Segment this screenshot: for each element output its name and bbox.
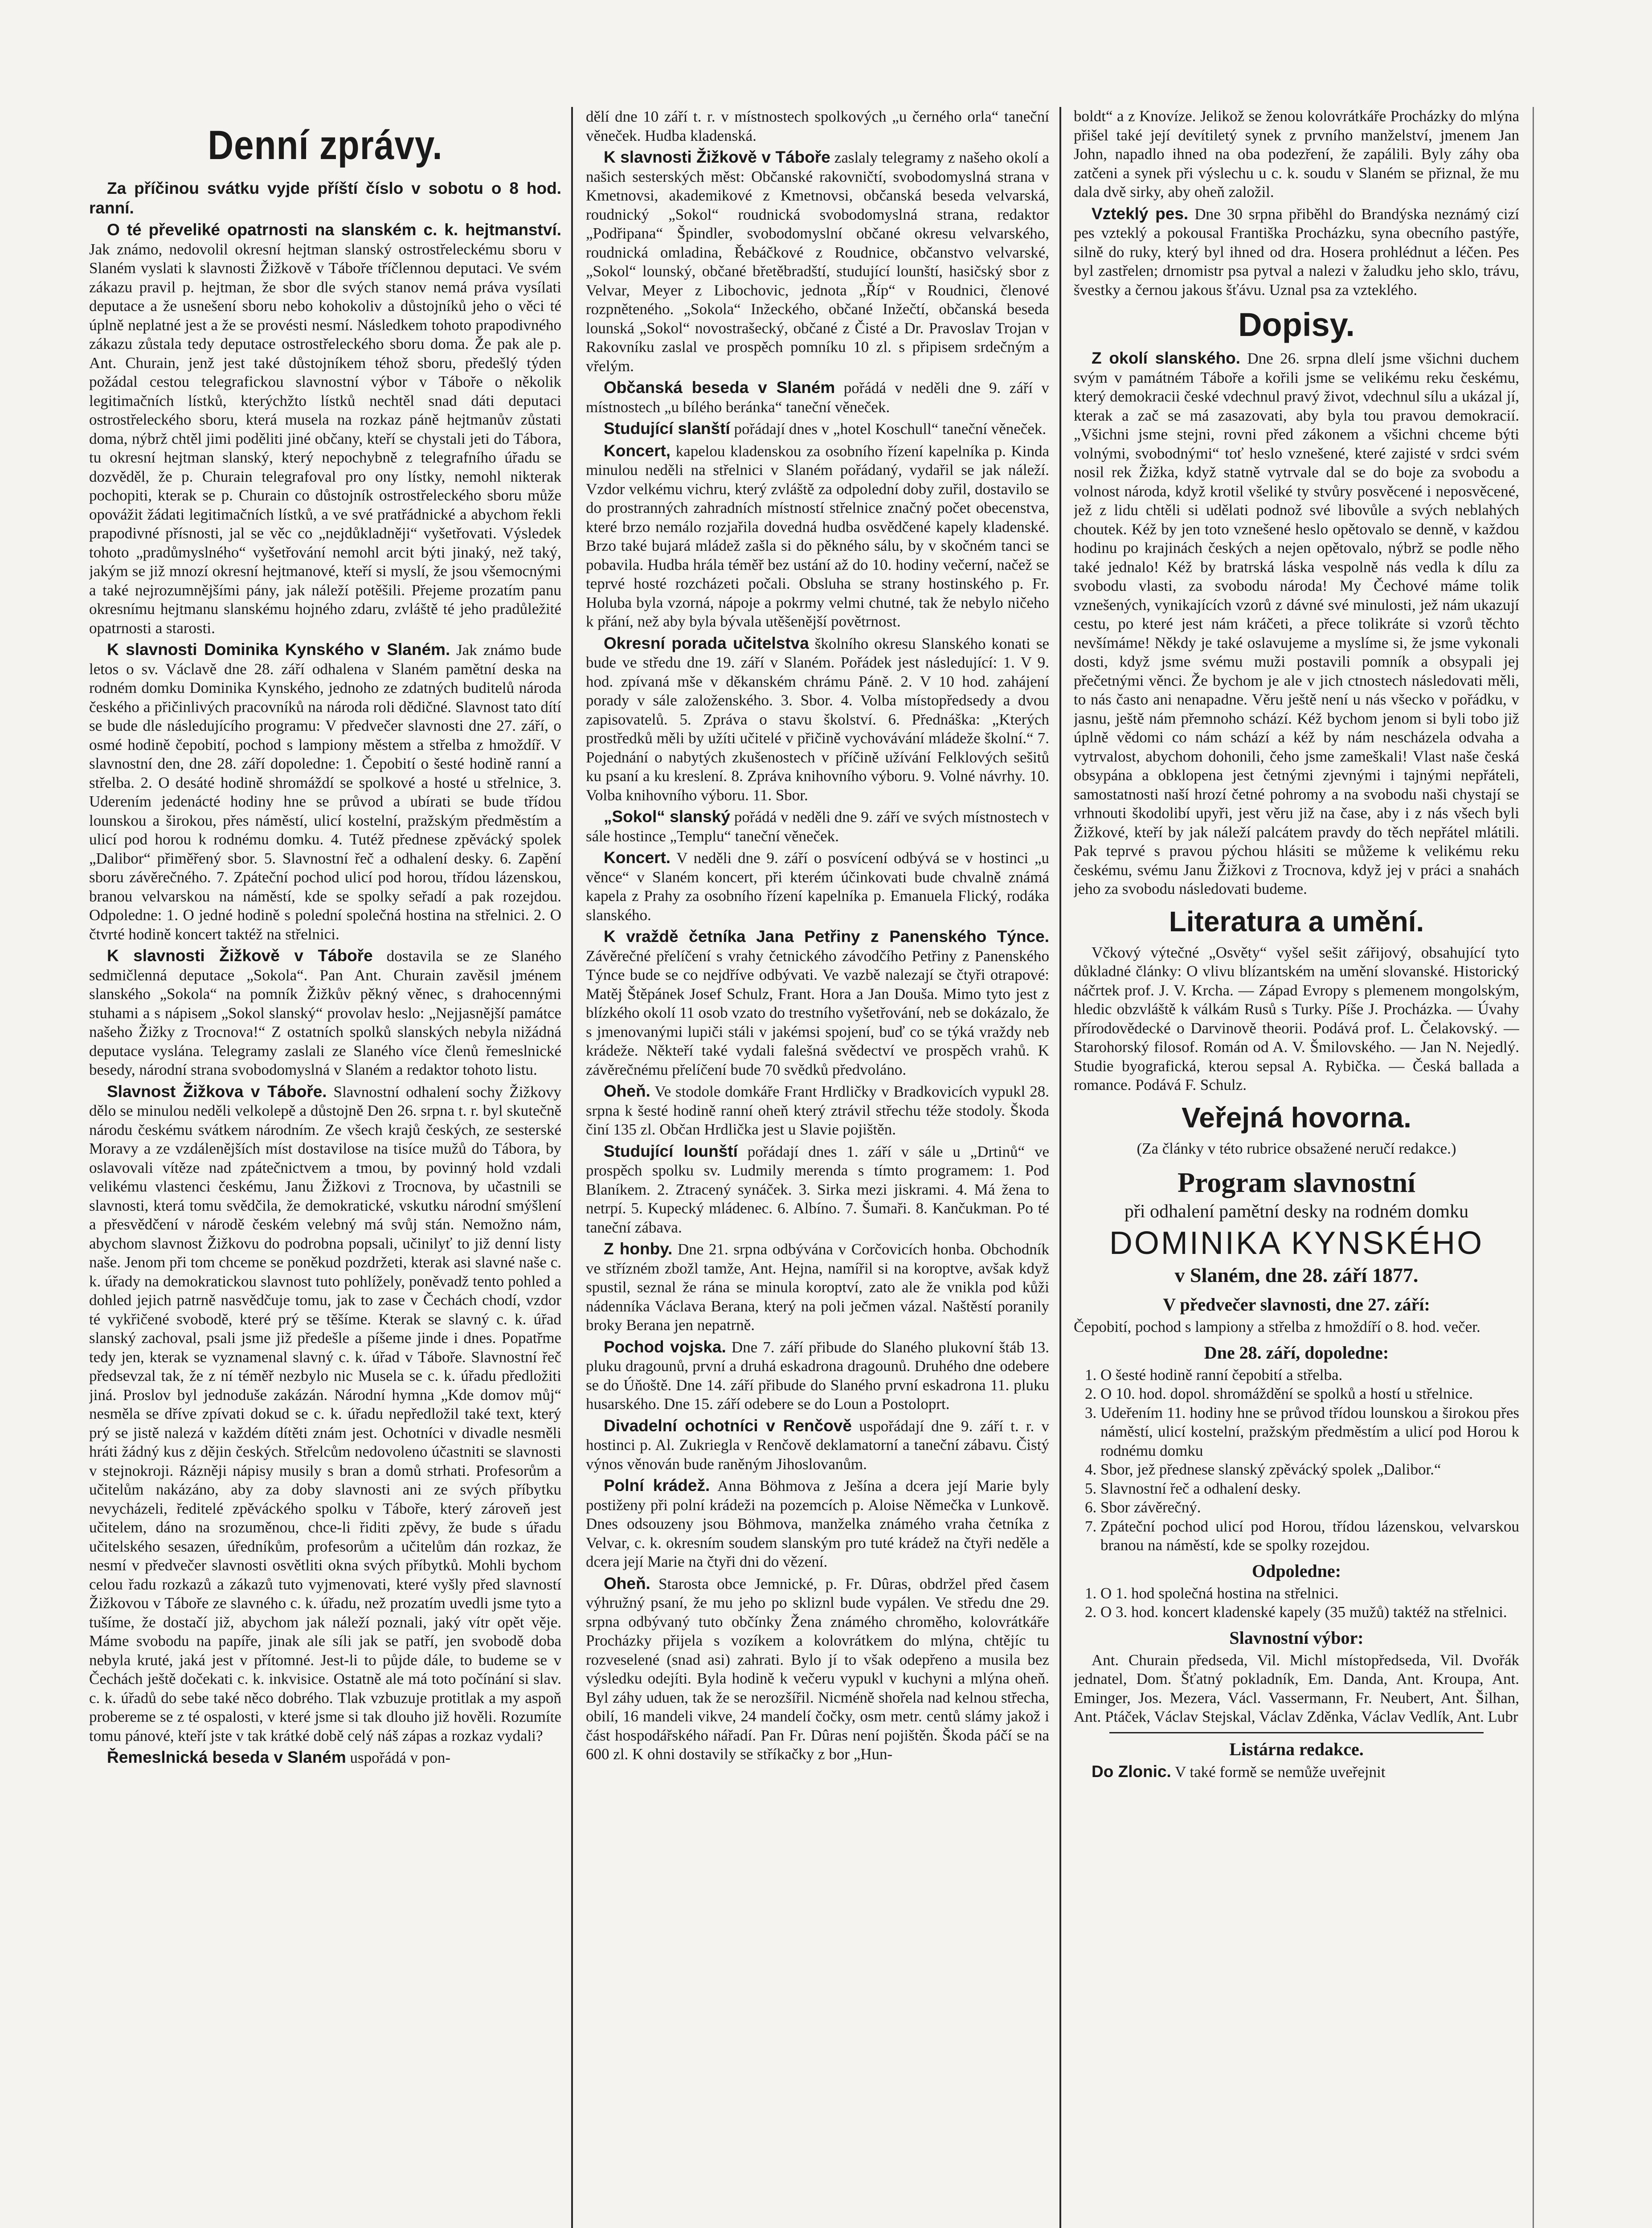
article (586, 419, 1049, 439)
list-item: 2. O 3. hod. koncert kladenské kapely (35 mužů) taktéž na střelnici. (1100, 1603, 1519, 1622)
article (586, 927, 1049, 1079)
list-item: 3. Udeřením 11. hodiny hne se průvod třídou lounskou a širokou přes náměstí, ulicí kostelní, pražským předměstím a ulicí pod Horou k rodnému domku (1100, 1404, 1519, 1461)
article-text: Jak známo, nedovolil okresní hejtman slanský ostrostřeleckému sboru v Slaném vyslati k slavnosti Žižkově v Táboře tříčlennou deputaci. Ve svém zákazu pravil p. hejtman, že sbor dle svých stanov nemá práva vysílati deputace a že usnešení sboru nebo kohokoliv a důstojníků jeho o věci té úplně neplatné jest a že se provésti nesmí. Následkem tohoto prapodivného zákazu zůstala tedy deputace ostrostřeleckého sboru doma. Že pak ale p. Ant. Churain, jenž jest také důstojníkem téhož sboru, předešlý týden požádal cestou telegrafickou slavnostní výbor v Táboře o několik legitimačních lístků, kterýchžto lístků nechtěl snad dáti deputaci ostrostřeleckého sboru, která musela na rozkaz páně hejtmanův zůstati doma, nýbrž chtěl jimi poděliti jiné občany, kteří se chystali jeti do Tábora, tu okresní hejtman slanský, který nepochybně z telegrafního úřadu se dozvěděl, že p. Churain telegrafoval pro ony lístky, nemohl nikterak pochopiti, kterak se p. Churain co důstojník ostrostřeleckého sboru může opovážit žádati legitimačních lístků, a ve své pratřádnické a abychom řekli prapodivné přísnosti, jal se věc co „nejdůkladněji“ vyšetřovati. Výsledek tohoto „pradůmyslného“ vyšetřování nemohl arcit býti jinaký, než taký, jakým se již mnozí okresní hejtmanové, kteří si myslí, že jsou všemocnými a také nejrozumnějšími pány, jak náleží potěšili. Přejeme prozatím panu okresnímu hejtmanu slanskému hojného zdaru, zvláště té jeho pradůležité opatrnosti a starosti. (89, 240, 561, 637)
section-title: Dopisy. (1238, 306, 1355, 343)
article (586, 848, 1049, 925)
article (89, 946, 561, 1080)
column-2 (586, 107, 1049, 2228)
article-heading: Občanská beseda v Slaném (604, 378, 835, 397)
list-item: 5. Slavnostní řeč a odhalení desky. (1100, 1479, 1519, 1499)
program-subheading: Slavnostní výbor: (1229, 1627, 1364, 1648)
letter-text: Dne 26. srpna dlelí jsme všichni duchem svým v památném Táboře a kořili jsme se velikému reku českému, který demokracii české vdechnul pravý život, vdechnul sílu a ukázal jí, kterak a zač se má zasazovati, aby byla tou pravou demokracií. „Všichni jsme stejni, rovni před zákonem a všichni chceme býti volnými, svobodnými“ toť heslo vznešené, které zajisté v srdci svém nosil rek Žižka, když statně vytrvale dal se do boje za svobodu a volnost národa, když krotil všeliké ty stvůry posvěcené i neposvěcené, jež z lidu chtěli si udělati podnož své libovůle a svých neblahých choutek. Kéž by jen toto vznešené heslo opětovalo se denně, v každou hodinu po krajinách českých a nejen opětovalo, nýbrž se podle něho také jednalo! Kéž by bratrská láska vespolně nás vedla k dílu za svobodu vlasti, za svobodu národa! My Čechové máme tolik vznešených, vynikajících vzorů z dávné své minulosti, jež nám ukazují cestu, po které jest nám kráčeti, a přece tolikráte si vzorů těchto nevšímáme! Někdy je také oslavujeme a myslíme si, že jsme vykonali dosti, když jsme svému muži postavili pomník a obsypali jej přečetnými věnci. Že bychom je ale v jich ctnostech následovati měli, to nás často ani nenapadne. Věru ještě není u nás všecko v pořádku, v jasnu, ještě nám přemnoho schází. Kéž bychom jenom si byli tobo již úplně vědomi co nám schází a kéž by nám nescházela odvaha a vytrvalost, abychom dohonili, čeho jsme zameškali! Vlast naše česká obsypána a obklopena jest četnými zjevnými i tajnými nepřáteli, samostatnosti naší hrozí četné pohromy a na svobodu naši chystají se vrhnouti škodolibí upyři, jest věru již na čase, aby i z nás všech byli Žižkové, kteří by jak náleží palcátem pravdy do těch nepřátel mlátili. Pak teprvé s pravou pýchou hlásiti se můžeme k velikému reku českému, svému Janu Žižkovi z Trocnova, když jej v práci a snahách jeho za svobodu následovati budeme. (1074, 350, 1519, 897)
article-text: pořádají dnes 1. září v sále u „Drtinů“ ve prospěch spolku sv. Ludmily merenda s tímto programem: 1. Pod Blaníkem. 2. Ztracený synáček. 3. Sirka mezi jiskrami. 4. Má žena to netrpí. 5. Kupecký mládenec. 6. Albíno. 7. Šumaři. 8. Kančukman. Po té taneční zábava. (586, 1143, 1049, 1236)
article (586, 1240, 1049, 1335)
column-1 (89, 111, 561, 2228)
article-heading: Z honby. (604, 1240, 673, 1258)
article-text: zaslaly telegramy z našeho okolí a našich sesterských měst: Občanské rakovničtí, svobodomyslná strana v Kmetnovsi, akademikové z Kmetnovsi, občanská beseda velvarská, roudnický „Sokol“ roudnická svobodomyslná strana, redaktor „Podřipana“ Špindler, svobodomyslní občané okresu velvarského, roudnická omladina, Řebáčkové z Roudnice, občanstvo velvarské, „Sokol“ lounský, občané břetěbradští, studující lounští, hasičský sbor z Velvar, Meyer z Libochovic, jednota „Říp“ v Roudnici, členové rozpněteného. „Sokola“ Inžeckého, občané Inžečtí, občanská beseda lounská „Sokol“ novostrašecký, občané z Čisté a Dr. Pravoslav Trojan v Rakovníku zaslal ve prospěch pomníku 10 zl. s připisem srdečným a vřelým. (586, 149, 1049, 375)
article (89, 179, 561, 218)
article-text: pořádá v neděli dne 9. září ve svých místnostech v sále hostince „Templu“ taneční věneček. (586, 808, 1049, 845)
article-text: Anna Böhmova z Ješína a dcera její Marie byly postiženy při polní krádeži na pozemcích p. Aloise Němečka v Lunkově. Dnes odsouzeny jsou Böhmova, manželka známého vraha četníka z Velvar, c. k. okresním soudem slanským pro tuté krádež na čtyři neděle a dcera její Marie na čtyři dni do vězení. (586, 1477, 1049, 1570)
program-name: DOMINIKA KYNSKÉHO (1109, 1225, 1484, 1261)
article (586, 148, 1049, 376)
section-title: Literatura a umění. (1169, 905, 1424, 938)
article (586, 107, 1049, 145)
article-heading: „Sokol“ slanský (604, 807, 730, 826)
article (586, 1417, 1049, 1474)
article-text: Jak známo bude letos o sv. Václavě dne 28. září odhalena v Slaném pamětní deska na rodném domku Dominika Kynského, jednoho ze zdatných buditelů národa českého a přičinlivých pracovníků na národa roli dědičné. Slavnost tato dítí se bude dle následujícího programu: V předvečer slavnosti dne 27. září, o osmé hodině čepobití, pochod s lampiony městem a střelba z hmoždíř. V slavnostní den, dne 28. září dopoledne: 1. Čepobití o šesté hodině ranní a střelba. 2. O desáté hodině shromáždí se spolkové a hosté u střelnice, 3. Uderením jedenácté hodiny hne se průvod a ubírati se bude třídou lounskou a širokou, přes náměstí, ulicí kostelní, pražským předměstím a ulicí pod horou k rodnému domku. 4. Tutéž přednese zpěvácký spolek „Dalibor“ přiměřený sbor. 5. Slavnostní řeč a odhalení desky. 6. Zapění sboru závěrečného. 7. Zpáteční pochod ulicí pod horou, třídou lázenskou, branou velvarskou na náměstí, kde se spolky seřadí a pak rozejdou. Odpoledne: 1. O jedné hodině s polední společná hostina na střelnici. 2. O čtvrté hodině koncert taktéž na střelnici. (89, 641, 561, 943)
program-date: v Slaném, dne 28. září 1877. (1174, 1264, 1419, 1286)
article-text: Dne 21. srpna odbývána v Corčovicích honba. Obchodník ve střízném zbožl tamže, Ant. Hejna, namířil si na koroptve, avšak když spustil, seznal že rána se minula koroptví, zato ale že vnikla pod kůži nádenníka Václava Berana, který na poli ječmen vázal. Naštěstí poranily broky Berana jen nepatrně. (586, 1241, 1049, 1334)
article (586, 807, 1049, 846)
program-title: Program slavnostní (1178, 1167, 1415, 1198)
article (89, 1082, 561, 1746)
disclaimer: (Za články v této rubrice obsažené neručí redakce.) (1137, 1139, 1456, 1157)
committee-list: Ant. Churain předseda, Vil. Michl místopředseda, Vil. Dvořák jednatel, Dom. Šťatný pokladník, Em. Danda, Ant. Kroupa, Ant. Eminger, Jos. Mezera, Václ. Vassermann, Fr. Neubert, Ant. Šilhan, Ant. Ptáček, Václav Stejskal, Václav Zděnka, Václav Vedlík, Ant. Lubr (1074, 1651, 1519, 1725)
article-text: kapelou kladenskou za osobního řízení kapelníka p. Kinda minulou neděli na střelnici v Slaném pořádaný, vydařil se jak náleží. Vzdor velkému vichru, který zvláště za odpolední doby zuřil, dostavilo se do prostranných zahradních místností střelnice značný počet obecenstva, které brzo nemálo rozjařila dovedná hudba osvědčené kapely kladenské. Brzo také bujará mládež zašla si do pěkného sálu, by v skočném tanci se pobavila. Hudba hrála téměř bez ustání až do 10. hodiny večerní, načež se teprvé hosté rozcházeti počali. Obsluha se strany hostinského p. Fr. Holuba byla vzorná, nápoje a pokrmy velmi chutné, tak že nebylo ničeho k přání, než aby byla bývala utěšenější povětrnost. (586, 442, 1049, 630)
article-heading: Studující lounští (604, 1142, 738, 1160)
article (586, 378, 1049, 417)
article-text: pořádá v neděli dne 9. září v místnostech „u bílého beránka“ taneční věneček. (586, 379, 1049, 416)
article-heading: Řemeslnická beseda v Slaném (107, 1748, 346, 1766)
section-title: Listárna redakce. (1229, 1739, 1364, 1759)
article (1074, 205, 1519, 300)
article-heading: Slavnost Žižkova v Táboře. (107, 1082, 327, 1101)
article-heading: Oheň. (604, 1574, 650, 1593)
article-text: Starosta obce Jemnické, p. Fr. Dûras, obdržel před časem výhružný psaní, že mu jeho po skliznl bude vypálen. Ve středu dne 29. srpna odbývaný tuto občínky Žena známého chroměho, kolovrátkáře Procházky přijela s vozíkem a kolovrátkem do mlýna, chtějíc tu rozveselené (snad asi) zahrati. Bylo jí to však odepřeno a musila bez výsledku odejíti. Byla hodině k večeru vypukl v kuchyni a mlýna oheň. Byl záhy uduen, tak že se nerozšířil. Nicméně shořela nad kelnou střecha, obilí, 16 mandeli vikve, 24 mandelí čočky, osm metr. centů slámy jakož i část hospodářského nářadí. Pan Fr. Dûras není pojištěn. Škoda páčí se na 600 zl. K ohni dostavily se stříkačky z bor „Hun- (586, 1575, 1049, 1763)
article-text: pořádají dnes v „hotel Koschull“ taneční věneček. (734, 420, 1047, 438)
article-text: dostavila se ze Slaného sedmičlenná deputace „Sokola“. Pan Ant. Churain zavěsil jménem slanského „Sokola“ na pomník Žižkův pěkný věnec, s drahocennými stuhami a s nápisem „Sokol slanský“ provolav heslo: „Nejjasnější památce našeho Žižky z Trocnova!“ Z ostatních spolků slanských nebyla nižádná deputace vyslána. Telegramy zaslali ze Slaného více členů řemeslnické besedy, národní strana svobodomyslná v Slaném a redaktor tohoto listu. (89, 947, 561, 1078)
article (586, 1338, 1049, 1414)
article-heading: Polní krádež. (604, 1476, 710, 1495)
program-subheading: V předvečer slavnosti, dne 27. září: (1163, 1294, 1430, 1315)
article-heading: O té převeliké opatrnosti na slanském c. k. hejtmanství. (107, 221, 561, 239)
letter-heading: Z okolí slanského. (1092, 349, 1241, 367)
article (586, 1574, 1049, 1764)
article-heading: Divadelní ochotníci v Renčově (604, 1416, 852, 1435)
article-text: školního okresu Slanského konati se bude ve středu dne 19. září v Slaném. Pořádek jest následující: 1. V 9. hod. zpívaná mše v děkanském chrámu Páně. 2. V 10 hod. zahájení porady v sále založenského. 3. Sbor. 4. Volba místopředsedy a dvou zapisovatelů. 5. Zpráva o stavu školství. 6. Přednáška: „Kterých prostředků měli by užíti učitelé v přičině vychovávání mládeže školní.“ 7. Pojednání o nabytých zkušenostech v příčině užívání Felklových sešitů ku psaní a ku kreslení. 8. Zpráva knihovního výboru. 9. Volné návrhy. 10. Volba knihovního výboru. 11. Sbor. (586, 635, 1049, 804)
article-heading: K slavnosti Žižkově v Táboře (604, 148, 830, 166)
article-heading: Za příčinou svátku vyjde příští číslo v sobotu o 8 hod. ranní. (89, 179, 561, 217)
article-text: uspořádá v pon- (350, 1749, 451, 1766)
article-heading: Vzteklý pes. (1092, 204, 1189, 223)
section-title: Veřejná hovorna. (1182, 1101, 1411, 1134)
program-subheading: Dne 28. září, dopoledne: (1204, 1342, 1389, 1363)
list-item: 1. O 1. hod společná hostina na střelnici. (1100, 1584, 1519, 1603)
article-heading: Do Zlonic. (1092, 1762, 1171, 1781)
article (89, 1748, 561, 1768)
article (586, 1476, 1049, 1572)
program-list (1074, 1366, 1519, 1555)
article (89, 221, 561, 638)
program-text: Čepobití, pochod s lampiony a střelba z hmoždíří o 8. hod. večer. (1074, 1318, 1480, 1335)
letter (1074, 349, 1519, 899)
article-text: boldt“ a z Knovíze. Jelikož se ženou kolovrátkáře Procházky do mlýna přišel také její devítiletý synek z prvního manželství, jmenem Jan John, napadlo ihned na oba podezření, že zapálili. Byly záhy oba zatčeni a synek při výslechu u c. k. soudu v Slaném se přiznal, že mu dala dvě sirky, aby oheň založil. (1074, 107, 1519, 201)
article (89, 640, 561, 944)
divider (1109, 1732, 1484, 1733)
article-text: Závěrečné přelíčení s vrahy četnického závodčího Petřiny z Panenského Týnce bude se co nejdříve odbývati. Ve vazbě nalezají se čtyři otrapové: Matěj Štěpánek Josef Schulz, Frant. Hora a Jan Douša. Mimo tyto jest z blízkého okolí 11 osob vzato do trestního vyšetřování, neb se dokázalo, že s jmenovanými lupiči stáli v jakémsi spojení, buď co se týká vraždy neb krádeže. Někteří také vydali falešná svědectví ve prospěch vrahů. K závěrečnému přelíčení bude 70 svědků předvoláno. (586, 947, 1049, 1078)
article-heading: K vraždě četníka Jana Petřiny z Panenského Týnce. (604, 927, 1049, 946)
column-divider (1059, 107, 1061, 2228)
column-divider (571, 107, 573, 2228)
article-text: V také formě se nemůže uveřejnit (1174, 1763, 1386, 1781)
list-item: 6. Sbor závěrečný. (1100, 1498, 1519, 1517)
page-edge-rule (1533, 107, 1534, 2228)
list-item: 2. O 10. hod. dopol. shromáždění se spolků a hostí u střelnice. (1100, 1384, 1519, 1404)
article (586, 634, 1049, 805)
article-heading: K slavnosti Žižkově v Táboře (107, 946, 373, 965)
article (586, 1142, 1049, 1237)
article-heading: Okresní porada učitelstva (604, 634, 809, 652)
article (1074, 1762, 1519, 1782)
article-text: V neděli dne 9. září o posvícení odbývá se v hostinci „u věnce“ v Slaném koncert, při kterém účinkovati bude chvalně známá kapela z Prahy za osobního řízení kapelníka p. Emanuela Flický, rodáka slanského. (586, 849, 1049, 924)
article-heading: Koncert. (604, 848, 671, 867)
program-subheading: Odpoledne: (1251, 1560, 1341, 1581)
article-heading: Pochod vojska. (604, 1337, 726, 1356)
article-text: Slavnostní odhalení sochy Žižkovy dělo se minulou neděli velkolepě a důstojně Den 26. srpna t. r. byl skutečně národu českému svátkem národním. Ze všech krajů českých, ze sesterské Moravy a ze vzdálenějších míst dostavilose na tisíce mužů do Tábora, by oslavovali vítěze nad zpátečnictvem a tmou, by povinný hold vzdali velikému vlastenci českému, Janu Žižkovi z Trocnova, by učastnili se slavnosti, která tomu svědčila, že demokratické, vskutku národní smýšlení a přesvědčení v národě českém velebný má svůj stán. Nemožno nám, abychom slavnost Žižkovu do podrobna popsali, učinilyť to již denní listy naše. Jenom při tom chceme se poněkud pozdržeti, kterak asi slavné naše c. k. úřady na demokratickou slavnost tuto pohlížely, poněvadž tento pohled a dohled jejich patrně nasvědčuje tomu, jak to zase v Čechách chodí, vzdor té vykřičené svobodě, které prý se těšíme. Kterak se slavný c. k. úřad slanský zachoval, psali jsme již předešle a píšeme jinde i dnes. Popatřme tedy jen, kterak se vyznamenal slavný c. k. úřad v Táboře. Slavnostní řeč předsevzal tak, že z ní téměř nezbylo nic Musela se c. k. úřadu předložiti jiná. Proslov byl jednoduše zakázán. Národní hymna „Kde domov můj“ nesměla se dříve zpívati dokud se c. k. úřadu nepředložil také text, který prý se jistě nalezá v každém dítěti znám jest. Ochotníci v divadle nesměli hráti žádný kus z dějin českých. Střelcům nedovoleno účastniti se slavnosti v stejnokroji. Rázněji nápisy musily s bran a domů strhati. Profesorům a učitelům nakázáno, aby za doby slavnosti ani ze svých příbytku nevycházeli, ředitelé zpěváckého spolku v Táboře, který zároveň jest učitelem, dáno na srozuměnou, chce-li řiditi zpěvy, že bude s úřadu učitelského sesazen, úředníkům, profesorům a učitelům dán rozkaz, že nesmí v předvečer slavnosti osvětliti okna svých příbytků. Mohli bychom celou řadu rozkazů a zákazů tuto vyjmenovati, které vyšly před slavností Žižkovou v Táboře ze slavného c. k. úřadu, než prozatím uvedli jsme tyto a tušíme, že dostačí již, abychom jak náleží poznali, jaký vítr opět věje. Máme svobodu na papíře, jinak ale síli jak se patří, jen svobodě doba nebyla kruté, jaká jest v přítomné. Jest-li to půjde dále, to budeme se v Čechách ještě dočekati c. k. inkvisice. Ostatně ale má toto počínání si slav. c. k. úřadů do sebe také něco dobrého. Tlak vzbuzuje protitlak a my aspoň probereme se z té ospalosti, v které jsme si tak dlouho již hověli. Rozumíte tomu pánové, kteří jste v tak krátké době celý náš zápas a rozkaz vydali? (89, 1083, 561, 1745)
section-title: Denní zprávy. (208, 122, 443, 168)
article-heading: K slavnosti Dominika Kynského v Slaném. (107, 640, 450, 659)
article-text: Dne 7. září přibude do Slaného plukovní štáb 13. pluku dragounů, první a druhá eskadrona dragounů. Druhého dne odebere se do Úňoště. Dne 14. září přibude do Slaného první eskadrona 11. pluku husarského. Dne 15. září odebere se do Loun a Postoloprt. (586, 1338, 1049, 1413)
program-list (1074, 1584, 1519, 1622)
column-3 (1074, 107, 1519, 2228)
literature-text: Včkový výtečné „Osvěty“ vyšel sešit zářijový, obsahující tyto důkladné články: O vlivu blízantském na umění slovanské. Historický náčrtek prof. J. V. Krcha. — Západ Evropy s plemenem mongolským, hledic obzvláště k válkám Rusů s Turky. Píše J. Procházka. — Úvahy přírodovědecké o Darvinově theorii. Podává prof. L. Čelakovský. — Starohorský filosof. Román od A. V. Šmilovského. — Jan N. Nejedlý. Studie byografická, kterou sepsal A. Rybička. — Česká ballada a romance. Podává F. Schulz. (1074, 943, 1519, 1094)
article-text: Ve stodole domkáře Frant Hrdličky v Bradkovicích vypukl 28. srpna k šesté hodině ranní oheň který ztrávil střechu téže stodoly. Škoda činí 135 zl. Občan Hrdlička jest u Slavie pojištěn. (586, 1083, 1049, 1138)
article-text: Dne 30 srpna přiběhl do Brandýska neznámý cizí pes vzteklý a pokousal Františka Procházku, syna obecního pastýře, silně do ruky, který byl ihned od dra. Hosera prohlédnut a léčen. Pes byl zastřelen; drnomistr psa pytval a nalezi v žaludku jeho sklo, trávu, švestky a černou jakous šťávu. Uznal psa za vzteklého. (1074, 205, 1519, 299)
article-heading: Studující slanští (604, 419, 730, 438)
program-subtitle: při odhalení pamětní desky na rodném domku (1124, 1201, 1469, 1222)
article-heading: Koncert, (604, 441, 671, 460)
article (1074, 107, 1519, 202)
article-text: uspořádají dne 9. září t. r. v hostinci p. Al. Zukriegla v Renčově deklamatorní a taneční zábavu. Čistý výnos věnován bude raněným Jihoslovanům. (586, 1417, 1049, 1473)
article (586, 442, 1049, 631)
article-text: dělí dne 10 září t. r. v místnostech spolkových „u černého orla“ taneční věneček. Hudba kladenská. (586, 108, 1049, 144)
article (586, 1082, 1049, 1139)
list-item: 4. Sbor, jež přednese slanský zpěvácký spolek „Dalibor.“ (1100, 1460, 1519, 1479)
list-item: 7. Zpáteční pochod ulicí pod Horou, třídou lázenskou, velvarskou branou na náměstí, kde se spolky rozejdou. (1100, 1517, 1519, 1555)
list-item: 1. O šesté hodině ranní čepobití a střelba. (1100, 1366, 1519, 1385)
article-heading: Oheň. (604, 1082, 650, 1100)
